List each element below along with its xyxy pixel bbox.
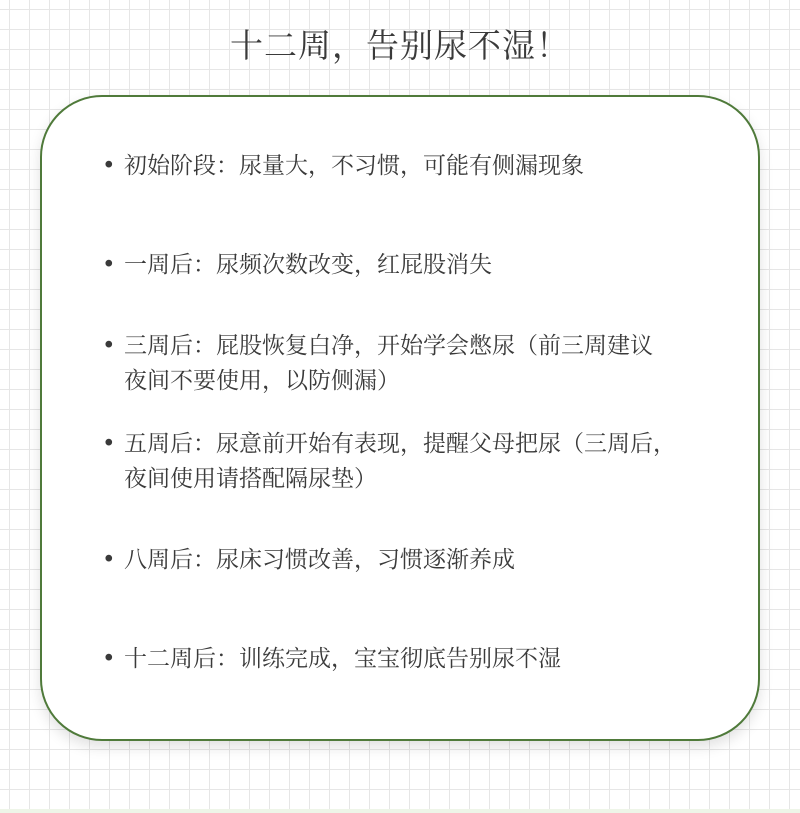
bullet-dot: • <box>102 646 116 672</box>
list-item <box>102 149 702 184</box>
stage-week-1-text: 一周后：尿频次数改变，红屁股消失 <box>124 252 492 278</box>
list-item <box>102 543 702 578</box>
list-item <box>102 642 702 677</box>
page-title: 十二周，告别尿不湿！ <box>230 26 570 65</box>
stage-initial-text: 初始阶段：尿量大，不习惯，可能有侧漏现象 <box>124 153 584 179</box>
bottom-strip <box>0 809 800 813</box>
stage-week-3-line-2: 夜间不要使用，以防侧漏） <box>124 368 400 394</box>
stage-week-12-text: 十二周后：训练完成，宝宝彻底告别尿不湿 <box>124 646 561 672</box>
list-item <box>102 329 702 399</box>
bullet-dot: • <box>102 153 116 179</box>
bullet-dot: • <box>102 333 116 359</box>
timeline-card <box>40 95 760 741</box>
stage-week-5-line-1: 五周后：尿意前开始有表现，提醒父母把尿（三周后， <box>124 431 676 457</box>
bullet-dot: • <box>102 431 116 457</box>
list-item <box>102 427 702 497</box>
stage-week-8-text: 八周后：尿床习惯改善，习惯逐渐养成 <box>124 547 515 573</box>
stage-week-3-text <box>124 329 702 399</box>
stage-week-5-text <box>124 427 702 497</box>
stage-week-3-line-1: 三周后：屁股恢复白净，开始学会憋尿（前三周建议 <box>124 333 653 359</box>
stage-week-5-line-2: 夜间使用请搭配隔尿垫） <box>124 466 377 492</box>
bullet-dot: • <box>102 252 116 278</box>
bullet-dot: • <box>102 547 116 573</box>
list-item <box>102 248 702 283</box>
